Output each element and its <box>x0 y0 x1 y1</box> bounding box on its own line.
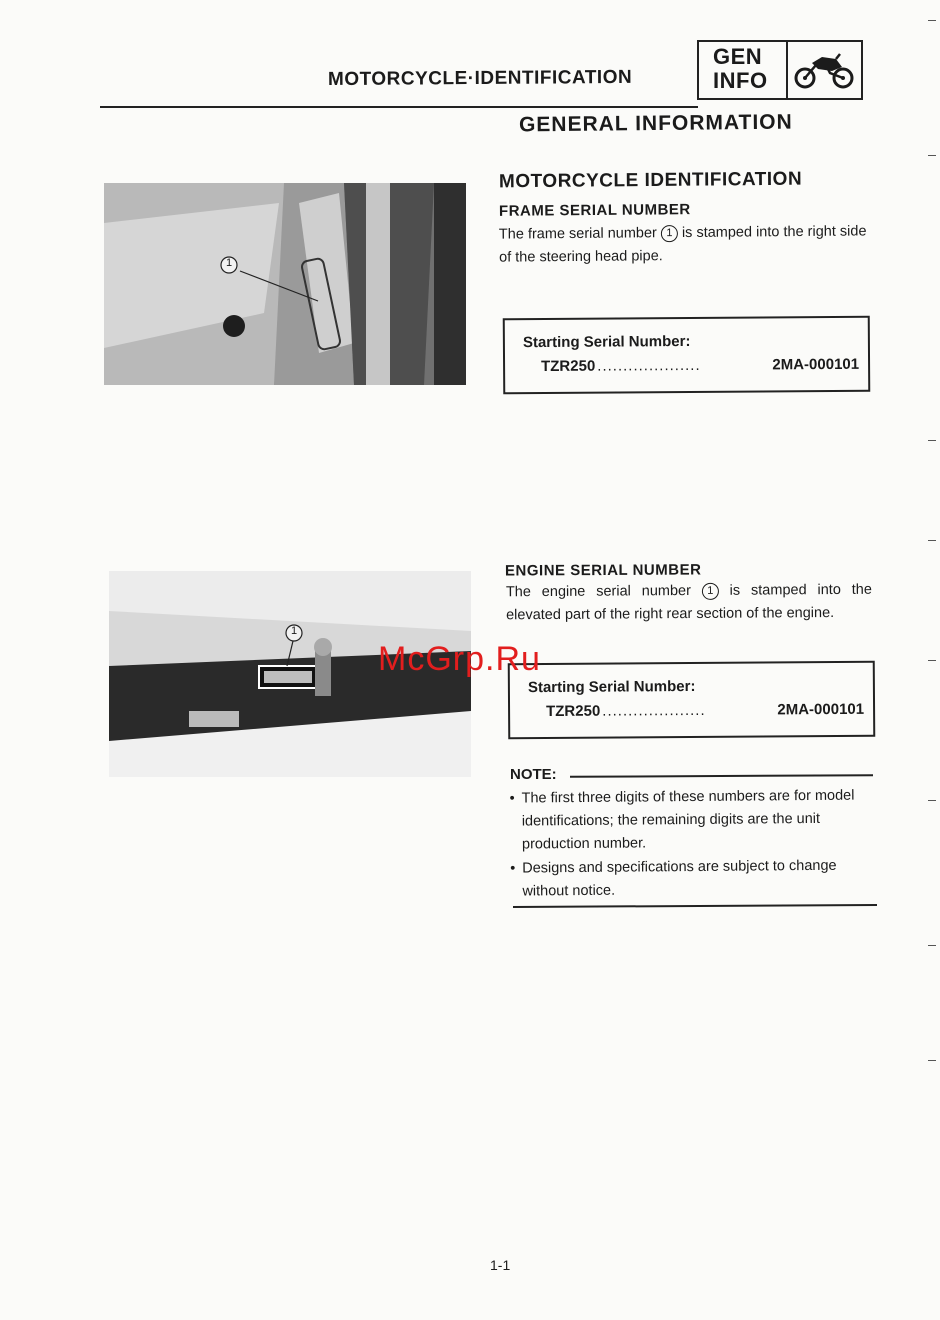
engine-serial-description <box>506 579 872 628</box>
edge-mark <box>928 540 936 541</box>
main-heading: MOTORCYCLE IDENTIFICATION <box>498 168 803 193</box>
running-title: MOTORCYCLE·IDENTIFICATION <box>327 66 633 91</box>
frame-spec-box <box>503 316 871 395</box>
edge-mark <box>928 945 936 946</box>
edge-mark <box>928 800 936 801</box>
gen-info-tab <box>697 40 789 100</box>
edge-mark <box>928 660 936 661</box>
leader-dots: .................... <box>602 701 706 720</box>
spec-row <box>541 356 859 375</box>
frame-serial-heading: FRAME SERIAL NUMBER <box>498 201 691 220</box>
gen-label: GEN <box>713 44 763 69</box>
section-icon-box <box>786 40 863 100</box>
engine-text-before: The engine serial number <box>505 582 702 601</box>
engine-spec-box <box>508 661 876 740</box>
edge-mark <box>928 440 936 441</box>
engine-text-after: is stamped into the elevated part of the right rear section of the engine. <box>506 581 872 624</box>
bullet: • <box>510 860 516 877</box>
frame-serial-description <box>499 220 869 269</box>
note-text: The first three digits of these numbers are for model identifications; the remaining digits are the unit production number. <box>521 787 855 853</box>
engine-photo-callout: 1 <box>290 625 298 637</box>
note-item <box>509 784 878 856</box>
callout-number: 1 <box>702 583 719 600</box>
note-end-rule <box>513 904 877 908</box>
note-rule <box>570 774 873 777</box>
page-number: 1-1 <box>490 1257 511 1273</box>
spec-label: Starting Serial Number: <box>527 677 696 697</box>
edge-mark <box>928 1060 936 1061</box>
note-item <box>510 854 878 903</box>
spec-row <box>546 701 864 720</box>
bullet: • <box>509 790 515 807</box>
starting-serial: 2MA-000101 <box>772 355 860 374</box>
watermark: McGrp.Ru <box>378 640 541 678</box>
model-name: TZR250 <box>546 702 601 721</box>
callout-number: 1 <box>661 225 678 242</box>
edge-mark <box>928 155 936 156</box>
section-title: GENERAL INFORMATION <box>518 110 793 137</box>
note-text: Designs and specifications are subject to change without notice. <box>522 857 837 900</box>
note-list <box>509 784 878 904</box>
frame-text-before: The frame serial number <box>498 225 661 243</box>
info-label: INFO <box>713 68 768 93</box>
spec-label: Starting Serial Number: <box>522 332 691 352</box>
motorcycle-icon <box>792 51 856 91</box>
frame-text-after: is stamped into the right side of the steering head pipe. <box>499 223 867 266</box>
model-name: TZR250 <box>541 357 596 376</box>
edge-mark <box>928 20 936 21</box>
frame-serial-photo <box>104 183 466 385</box>
starting-serial: 2MA-000101 <box>777 700 865 719</box>
leader-dots: .................... <box>597 356 701 375</box>
engine-serial-heading: ENGINE SERIAL NUMBER <box>504 561 702 580</box>
header-rule <box>100 106 698 108</box>
note-label: NOTE: <box>510 766 557 783</box>
frame-photo-callout: 1 <box>225 257 233 269</box>
